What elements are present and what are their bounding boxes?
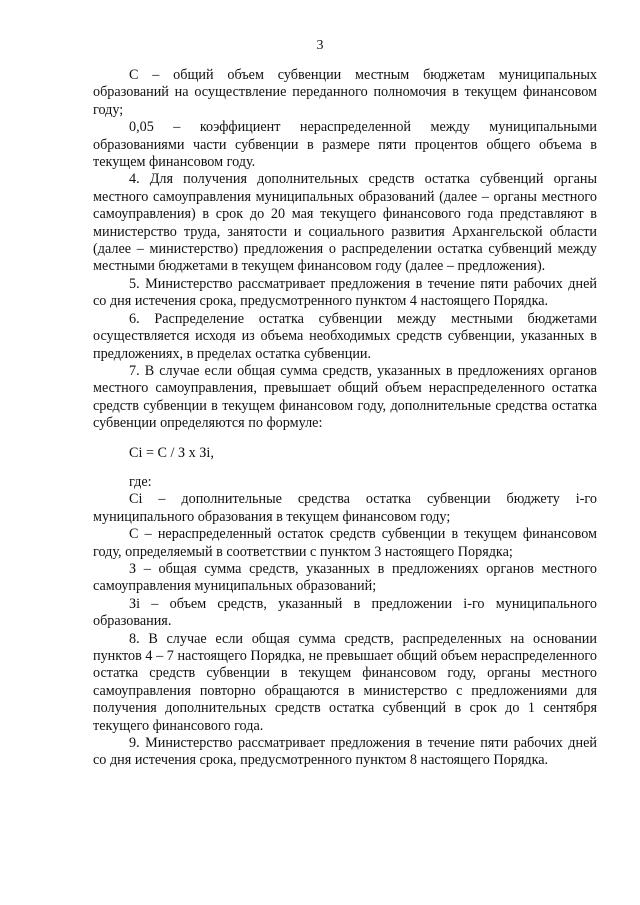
paragraph-c-definition: С – общий объем субвенции местным бюджетам муниципальных образований на осуществление переданного полномочия в текущем финансовом году; [93, 67, 597, 118]
paragraph-item-6: 6. Распределение остатка субвенции между местными бюджетами осуществляется исходя из объема необходимых средств субвенции, указанных в предложениях, в пределах остатка субвенции. [93, 310, 597, 362]
paragraph-item-5: 5. Министерство рассматривает предложения в течение пяти рабочих дней со дня истечения срока, предусмотренного пунктом 4 настоящего Порядка. [93, 275, 597, 310]
definition-zi: Зi – объем средств, указанный в предложении i-го муниципального образования. [93, 595, 597, 630]
definition-z: З – общая сумма средств, указанных в предложениях органов местного самоуправления муниципальных образований; [93, 560, 597, 595]
definition-c: С – нераспределенный остаток средств субвенции в текущем финансовом году, определяемый в соответствии с пунктом 3 настоящего Порядка; [93, 526, 597, 560]
paragraph-item-8: 8. В случае если общая сумма средств, распределенных на основании пунктов 4 – 7 настоящего Порядка, не превышает общий объем нераспределенного остатка средств субвенции в текущем финансовом году, органы местного самоуправления повторно обращаются в министерство с предложениями для получения дополнительных средств остатка субвенций в срок до 1 сентября текущего финансового года. [93, 630, 597, 734]
paragraph-item-9: 9. Министерство рассматривает предложения в течение пяти рабочих дней со дня истечения срока, предусмотренного пунктом 8 настоящего Порядка. [93, 735, 597, 769]
document-body [93, 67, 597, 770]
paragraph-item-7: 7. В случае если общая сумма средств, указанных в предложениях органов местного самоуправления, превышает общий объем нераспределенного остатка средств субвенции в текущем финансовом году, дополнительные средства остатка субвенции определяются по формуле: [93, 362, 597, 432]
formula: Сi = С / З x Зi, [129, 444, 214, 461]
page-number: 3 [316, 38, 324, 53]
where-label: где: [129, 473, 152, 490]
paragraph-coefficient: 0,05 – коэффициент нераспределенной между муниципальными образованиями части субвенции в размере пяти процентов общего объема в текущем финансовом году. [93, 119, 597, 171]
definition-ci: Сi – дополнительные средства остатка субвенции бюджету i-го муниципального образования в текущем финансовом году; [93, 491, 597, 525]
paragraph-item-4: 4. Для получения дополнительных средств остатка субвенций органы местного самоуправления муниципальных образований (далее – органы местного самоуправления) в срок до 20 мая текущего финансового года представляют в министерство труда, занятости и социального развития Архангельской области (далее – министерство) предложения о распределении остатка субвенций между местными бюджетами в текущем финансовом году (далее – предложения). [93, 171, 597, 275]
